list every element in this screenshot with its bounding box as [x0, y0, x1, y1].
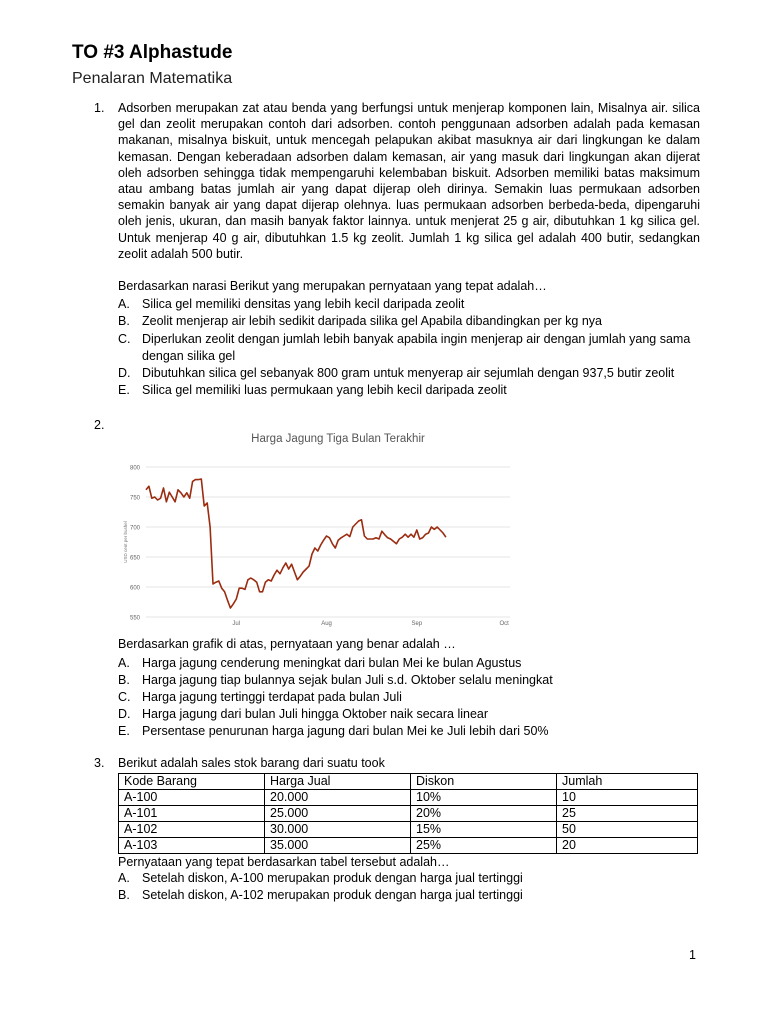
table-cell: 30.000 — [265, 821, 411, 837]
option-letter: B. — [118, 672, 130, 687]
table-cell: 15% — [411, 821, 557, 837]
table-cell: 25% — [411, 837, 557, 853]
table-cell: 10% — [411, 789, 557, 805]
option-text: Harga jagung cenderung meningkat dari bulan Mei ke bulan Agustus — [142, 655, 522, 670]
question-3 — [72, 755, 700, 905]
document-page — [72, 40, 700, 904]
answer-options — [118, 870, 700, 904]
table-cell: 20% — [411, 805, 557, 821]
answer-options — [118, 296, 700, 399]
question-number: 1. — [94, 101, 105, 115]
table-cell: A-100 — [119, 789, 265, 805]
table-cell: 10 — [557, 789, 698, 805]
document-title: TO #3 Alphastude — [72, 42, 233, 63]
question-prompt: Berdasarkan grafik di atas, pernyataan yang benar adalah … — [118, 637, 456, 652]
option-letter: E. — [118, 383, 130, 398]
answer-option-c[interactable] — [118, 331, 700, 365]
option-text: Setelah diskon, A-100 merupakan produk dengan harga jual tertinggi — [142, 871, 523, 886]
question-2 — [72, 417, 700, 740]
y-tick-label: 650 — [129, 555, 140, 562]
option-text: Harga jagung dari bulan Juli hingga Oktober naik secara linear — [142, 707, 489, 722]
y-axis-label: USD cent per bushel — [123, 521, 128, 564]
answer-option-a[interactable] — [118, 870, 700, 887]
chart-title: Harga Jagung Tiga Bulan Terakhir — [251, 433, 425, 446]
y-tick-label: 550 — [129, 615, 140, 622]
question-prompt: Berdasarkan narasi Berikut yang merupakan pernyataan yang tepat adalah… — [118, 279, 547, 294]
option-text: Harga jagung tertinggi terdapat pada bulan Juli — [142, 690, 402, 705]
column-header: Diskon — [411, 773, 557, 789]
x-tick-label: Aug — [321, 621, 332, 628]
table-cell: A-101 — [119, 805, 265, 821]
option-letter: D. — [118, 707, 131, 722]
option-text: Persentase penurunan harga jagung dari bulan Mei ke Juli lebih dari 50% — [142, 724, 549, 739]
table-cell: 25.000 — [265, 805, 411, 821]
x-tick-label: Jul — [232, 621, 241, 628]
column-header: Kode Barang — [119, 773, 265, 789]
option-text: Zeolit menjerap air lebih sedikit daripada silika gel Apabila dibandingkan per kg nya — [142, 314, 603, 329]
option-letter: C. — [118, 690, 131, 705]
section-subtitle: Penalaran Matematika — [72, 70, 233, 87]
line-chart — [118, 417, 518, 632]
y-tick-label: 750 — [129, 495, 140, 502]
answer-option-e[interactable] — [118, 723, 700, 740]
table-row — [119, 837, 698, 853]
option-letter: C. — [118, 331, 131, 346]
page-number: 1 — [689, 948, 696, 962]
option-letter: A. — [118, 871, 130, 886]
option-letter: D. — [118, 366, 131, 381]
option-text: Silica gel memiliki densitas yang lebih kecil daripada zeolit — [142, 297, 465, 312]
column-header: Jumlah — [557, 773, 698, 789]
x-tick-label: Sep — [411, 621, 423, 628]
table-row — [119, 789, 698, 805]
answer-option-c[interactable] — [118, 689, 700, 706]
answer-option-b[interactable] — [118, 887, 700, 904]
answer-option-b[interactable] — [118, 672, 700, 689]
option-letter: A. — [118, 297, 130, 312]
question-1 — [72, 100, 700, 399]
option-letter: E. — [118, 724, 130, 739]
table-row — [119, 805, 698, 821]
option-text: Dibutuhkan silica gel sebanyak 800 gram untuk menyerap air sejumlah dengan 937,5 butir zeolit — [142, 366, 675, 381]
table-cell: A-103 — [119, 837, 265, 853]
question-prompt: Pernyataan yang tepat berdasarkan tabel tersebut adalah… — [118, 854, 450, 869]
option-text: Setelah diskon, A-102 merupakan produk dengan harga jual tertinggi — [142, 888, 523, 903]
question-number: 3. — [94, 755, 105, 770]
option-letter: B. — [118, 888, 130, 903]
table-header-row — [119, 773, 698, 789]
table-cell: 25 — [557, 805, 698, 821]
x-tick-label: Oct — [499, 621, 509, 628]
option-letter: B. — [118, 314, 130, 329]
column-header: Harga Jual — [265, 773, 411, 789]
table-cell: 20.000 — [265, 789, 411, 805]
option-text: Diperlukan zeolit dengan jumlah lebih banyak apabila ingin menjerap air dengan jumlah yang sama dengan silika gel — [142, 331, 691, 363]
table-cell: A-102 — [119, 821, 265, 837]
table-cell: 20 — [557, 837, 698, 853]
table-cell: 35.000 — [265, 837, 411, 853]
answer-option-e[interactable] — [118, 382, 700, 399]
answer-option-a[interactable] — [118, 296, 700, 313]
answer-option-b[interactable] — [118, 313, 700, 330]
table-row — [119, 821, 698, 837]
y-tick-label: 700 — [129, 525, 140, 532]
question-intro: Berikut adalah sales stok barang dari suatu took — [118, 755, 385, 770]
answer-options — [118, 655, 700, 741]
series-line — [146, 479, 446, 608]
table-cell: 50 — [557, 821, 698, 837]
sales-stock-table — [118, 773, 698, 854]
option-letter: A. — [118, 655, 130, 670]
y-tick-label: 600 — [129, 585, 140, 592]
option-text: Silica gel memiliki luas permukaan yang lebih kecil daripada zeolit — [142, 383, 507, 398]
answer-option-a[interactable] — [118, 655, 700, 672]
y-tick-label: 800 — [129, 465, 140, 472]
question-number: 2. — [94, 418, 105, 433]
question-passage: Adsorben merupakan zat atau benda yang berfungsi untuk menjerap komponen lain, Misalnya air. silica gel dan zeolit merupakan contoh dari adsorben. contoh penggunaan adsorben adalah pada kemasan makanan, misalnya biskuit, untuk mencegah pelapukan akibat masuknya air dari lingkungan ke dalam kemasan. Dengan keberadaan adsorben dalam kemasan, air yang masuk dari lingkungan akan dijerat oleh adsorben sehingga tidak mempengaruhi kelembaban biskuit. Adsorben memiliki batas maksimum atau ambang batas jumlah air yang dapat dijerap oleh dirinya. Semakin luas permukaan adsorben semakin banyak air yang dapat dijerap olehnya. luas permukaan adsorben berbeda-beda, dipengaruhi oleh jenis, ukuran, dan masih banyak faktor lainnya. untuk menjerat 25 g air, dibutuhkan 1 kg silica gel. Untuk menjerap 40 g air, dibutuhkan 1.5 kg zeolit. Jumlah 1 kg silica gel adalah 400 butir, sedangkan zeolit adalah 500 butir. — [118, 101, 700, 261]
corn-price-chart — [118, 417, 518, 632]
answer-option-d[interactable] — [118, 365, 700, 382]
option-text: Harga jagung tiap bulannya sejak bulan Juli s.d. Oktober selalu meningkat — [142, 672, 553, 687]
answer-option-d[interactable] — [118, 706, 700, 723]
